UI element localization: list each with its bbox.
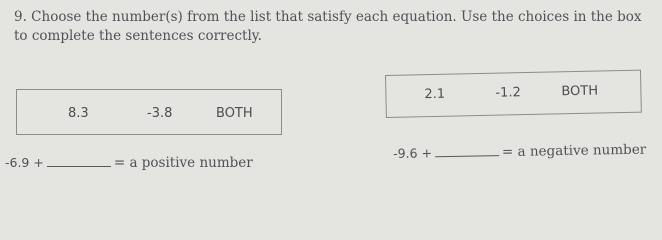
choice-neg-3-8[interactable]: -3.8 [147, 106, 173, 121]
choice-neg-1-2[interactable]: -1.2 [495, 85, 521, 101]
equation-left-term: -6.9 + [5, 155, 44, 170]
choice-both-left[interactable]: BOTH [216, 106, 253, 121]
answer-blank-right[interactable] [435, 145, 499, 157]
choice-both-right[interactable]: BOTH [561, 83, 599, 100]
answer-blank-left[interactable] [47, 156, 111, 167]
choice-2-1[interactable]: 2.1 [424, 86, 446, 103]
equation-left-result: = a positive number [113, 155, 253, 171]
equation-right [393, 142, 646, 162]
choice-box-left [16, 89, 282, 135]
question-text: 9. Choose the number(s) from the list that satisfy each equation. Use the choices in the box to complete the sentences correctly. [14, 9, 642, 44]
choice-box-right [385, 70, 642, 118]
equation-right-result: = a negative number [501, 141, 647, 161]
equation-left [5, 155, 253, 171]
equation-right-term: -9.6 + [393, 145, 433, 161]
choice-8-3[interactable]: 8.3 [68, 106, 89, 121]
